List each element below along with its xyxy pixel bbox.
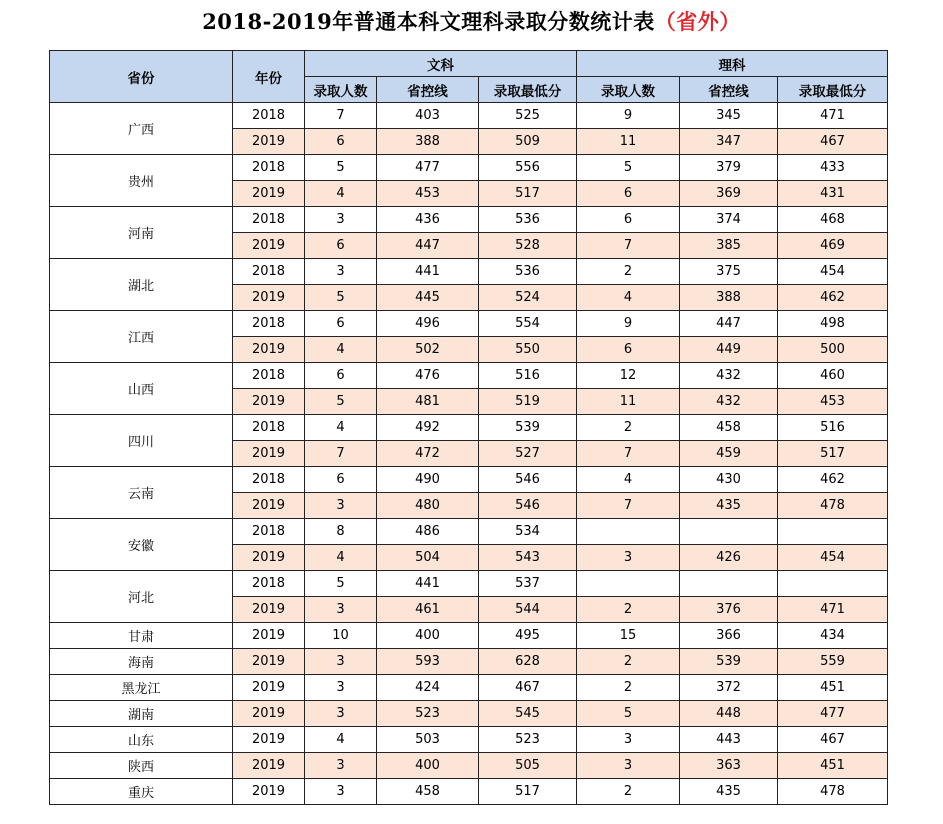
wenke-min-score-cell: 524 <box>479 285 577 311</box>
like-admitted-cell: 2 <box>577 675 680 701</box>
wenke-min-score-cell: 509 <box>479 129 577 155</box>
year-cell: 2019 <box>233 233 305 259</box>
wenke-control-line-cell: 502 <box>377 337 479 363</box>
wenke-control-line-cell: 441 <box>377 259 479 285</box>
table-row <box>50 649 888 675</box>
like-control-line-cell: 458 <box>680 415 778 441</box>
wenke-admitted-cell: 6 <box>305 311 377 337</box>
wenke-admitted-cell: 5 <box>305 285 377 311</box>
like-min-score-cell: 500 <box>778 337 888 363</box>
like-control-line-cell: 375 <box>680 259 778 285</box>
wenke-min-score-cell: 525 <box>479 103 577 129</box>
like-min-score-cell: 467 <box>778 727 888 753</box>
like-min-score-cell <box>778 571 888 597</box>
like-min-score-cell: 559 <box>778 649 888 675</box>
like-admitted-cell: 2 <box>577 779 680 805</box>
wenke-admitted-cell: 3 <box>305 493 377 519</box>
like-admitted-cell: 6 <box>577 181 680 207</box>
like-control-line-cell: 347 <box>680 129 778 155</box>
year-cell: 2018 <box>233 155 305 181</box>
year-cell: 2019 <box>233 181 305 207</box>
wenke-admitted-cell: 7 <box>305 103 377 129</box>
like-control-line-cell: 426 <box>680 545 778 571</box>
like-admitted-cell: 7 <box>577 233 680 259</box>
wenke-admitted-cell: 4 <box>305 181 377 207</box>
table-row <box>50 753 888 779</box>
wenke-admitted-cell: 10 <box>305 623 377 649</box>
like-control-line-cell: 432 <box>680 363 778 389</box>
wenke-control-line-cell: 480 <box>377 493 479 519</box>
table-row <box>50 415 888 441</box>
province-cell: 安徽 <box>50 519 233 571</box>
like-min-score-cell: 477 <box>778 701 888 727</box>
year-cell: 2019 <box>233 545 305 571</box>
like-admitted-cell <box>577 519 680 545</box>
wenke-control-line-cell: 486 <box>377 519 479 545</box>
year-cell: 2019 <box>233 337 305 363</box>
wenke-min-score-cell: 519 <box>479 389 577 415</box>
like-min-score-cell: 467 <box>778 129 888 155</box>
wenke-admitted-cell: 5 <box>305 389 377 415</box>
like-admitted-cell: 3 <box>577 545 680 571</box>
like-control-line-cell: 539 <box>680 649 778 675</box>
wenke-control-line-cell: 472 <box>377 441 479 467</box>
year-cell: 2019 <box>233 727 305 753</box>
province-cell: 山西 <box>50 363 233 415</box>
wenke-control-line-cell: 388 <box>377 129 479 155</box>
like-admitted-cell: 5 <box>577 155 680 181</box>
header-wenke-min-score: 录取最低分 <box>479 77 577 103</box>
wenke-control-line-cell: 503 <box>377 727 479 753</box>
wenke-control-line-cell: 476 <box>377 363 479 389</box>
wenke-control-line-cell: 424 <box>377 675 479 701</box>
like-control-line-cell: 435 <box>680 493 778 519</box>
like-admitted-cell <box>577 571 680 597</box>
year-cell: 2018 <box>233 571 305 597</box>
year-cell: 2018 <box>233 103 305 129</box>
year-cell: 2019 <box>233 701 305 727</box>
like-control-line-cell: 363 <box>680 753 778 779</box>
like-min-score-cell: 434 <box>778 623 888 649</box>
province-cell: 陕西 <box>50 753 233 779</box>
header-wenke: 文科 <box>305 51 577 77</box>
year-cell: 2018 <box>233 519 305 545</box>
wenke-min-score-cell: 556 <box>479 155 577 181</box>
province-cell: 云南 <box>50 467 233 519</box>
wenke-admitted-cell: 3 <box>305 649 377 675</box>
like-admitted-cell: 3 <box>577 727 680 753</box>
wenke-admitted-cell: 3 <box>305 597 377 623</box>
like-admitted-cell: 4 <box>577 285 680 311</box>
like-control-line-cell: 372 <box>680 675 778 701</box>
like-control-line-cell: 430 <box>680 467 778 493</box>
like-control-line-cell: 376 <box>680 597 778 623</box>
like-min-score-cell: 471 <box>778 597 888 623</box>
like-min-score-cell: 498 <box>778 311 888 337</box>
like-min-score-cell: 517 <box>778 441 888 467</box>
table-row <box>50 103 888 129</box>
table-row <box>50 259 888 285</box>
wenke-control-line-cell: 593 <box>377 649 479 675</box>
wenke-admitted-cell: 7 <box>305 441 377 467</box>
like-admitted-cell: 12 <box>577 363 680 389</box>
like-min-score-cell: 478 <box>778 779 888 805</box>
year-cell: 2019 <box>233 441 305 467</box>
wenke-admitted-cell: 4 <box>305 727 377 753</box>
wenke-min-score-cell: 545 <box>479 701 577 727</box>
wenke-control-line-cell: 400 <box>377 623 479 649</box>
like-control-line-cell: 379 <box>680 155 778 181</box>
wenke-min-score-cell: 523 <box>479 727 577 753</box>
like-min-score-cell: 471 <box>778 103 888 129</box>
province-cell: 海南 <box>50 649 233 675</box>
title-accent: （省外） <box>654 9 741 34</box>
wenke-admitted-cell: 5 <box>305 155 377 181</box>
header-like: 理科 <box>577 51 888 77</box>
wenke-admitted-cell: 3 <box>305 701 377 727</box>
wenke-min-score-cell: 539 <box>479 415 577 441</box>
header-like-control-line: 省控线 <box>680 77 778 103</box>
province-cell: 四川 <box>50 415 233 467</box>
province-cell: 湖北 <box>50 259 233 311</box>
wenke-admitted-cell: 3 <box>305 259 377 285</box>
like-control-line-cell: 366 <box>680 623 778 649</box>
province-cell: 河南 <box>50 207 233 259</box>
wenke-control-line-cell: 453 <box>377 181 479 207</box>
like-min-score-cell: 451 <box>778 753 888 779</box>
like-admitted-cell: 2 <box>577 649 680 675</box>
wenke-min-score-cell: 543 <box>479 545 577 571</box>
wenke-control-line-cell: 477 <box>377 155 479 181</box>
year-cell: 2019 <box>233 597 305 623</box>
wenke-min-score-cell: 505 <box>479 753 577 779</box>
wenke-min-score-cell: 554 <box>479 311 577 337</box>
year-cell: 2018 <box>233 311 305 337</box>
wenke-admitted-cell: 6 <box>305 233 377 259</box>
like-control-line-cell: 369 <box>680 181 778 207</box>
like-admitted-cell: 2 <box>577 259 680 285</box>
wenke-min-score-cell: 628 <box>479 649 577 675</box>
wenke-min-score-cell: 527 <box>479 441 577 467</box>
like-admitted-cell: 6 <box>577 337 680 363</box>
year-cell: 2019 <box>233 623 305 649</box>
year-cell: 2019 <box>233 649 305 675</box>
table-row <box>50 701 888 727</box>
wenke-min-score-cell: 517 <box>479 779 577 805</box>
like-min-score-cell: 516 <box>778 415 888 441</box>
wenke-control-line-cell: 436 <box>377 207 479 233</box>
like-control-line-cell <box>680 571 778 597</box>
title-main: 2018-2019年普通本科文理科录取分数统计表 <box>202 9 655 34</box>
like-control-line-cell: 443 <box>680 727 778 753</box>
like-admitted-cell: 9 <box>577 311 680 337</box>
table-row <box>50 623 888 649</box>
province-cell: 重庆 <box>50 779 233 805</box>
year-cell: 2019 <box>233 753 305 779</box>
like-control-line-cell: 435 <box>680 779 778 805</box>
wenke-control-line-cell: 481 <box>377 389 479 415</box>
wenke-control-line-cell: 445 <box>377 285 479 311</box>
wenke-min-score-cell: 534 <box>479 519 577 545</box>
like-control-line-cell: 385 <box>680 233 778 259</box>
like-min-score-cell <box>778 519 888 545</box>
year-cell: 2019 <box>233 779 305 805</box>
header-like-min-score: 录取最低分 <box>778 77 888 103</box>
like-control-line-cell: 448 <box>680 701 778 727</box>
year-cell: 2019 <box>233 129 305 155</box>
province-cell: 河北 <box>50 571 233 623</box>
like-min-score-cell: 454 <box>778 259 888 285</box>
table-row <box>50 363 888 389</box>
like-min-score-cell: 453 <box>778 389 888 415</box>
header-wenke-control-line: 省控线 <box>377 77 479 103</box>
like-control-line-cell: 345 <box>680 103 778 129</box>
wenke-control-line-cell: 458 <box>377 779 479 805</box>
like-admitted-cell: 7 <box>577 493 680 519</box>
year-cell: 2019 <box>233 389 305 415</box>
table-row <box>50 779 888 805</box>
wenke-admitted-cell: 6 <box>305 467 377 493</box>
wenke-admitted-cell: 8 <box>305 519 377 545</box>
province-cell: 甘肃 <box>50 623 233 649</box>
wenke-control-line-cell: 504 <box>377 545 479 571</box>
like-admitted-cell: 3 <box>577 753 680 779</box>
wenke-control-line-cell: 496 <box>377 311 479 337</box>
like-control-line-cell: 388 <box>680 285 778 311</box>
header-like-admitted: 录取人数 <box>577 77 680 103</box>
province-cell: 山东 <box>50 727 233 753</box>
like-admitted-cell: 9 <box>577 103 680 129</box>
like-control-line-cell: 432 <box>680 389 778 415</box>
year-cell: 2019 <box>233 675 305 701</box>
year-cell: 2018 <box>233 363 305 389</box>
wenke-control-line-cell: 461 <box>377 597 479 623</box>
like-min-score-cell: 433 <box>778 155 888 181</box>
wenke-admitted-cell: 3 <box>305 753 377 779</box>
table-row <box>50 311 888 337</box>
wenke-min-score-cell: 528 <box>479 233 577 259</box>
wenke-min-score-cell: 546 <box>479 467 577 493</box>
province-cell: 黑龙江 <box>50 675 233 701</box>
year-cell: 2019 <box>233 285 305 311</box>
like-admitted-cell: 4 <box>577 467 680 493</box>
page-title <box>0 6 943 38</box>
province-cell: 广西 <box>50 103 233 155</box>
table-body <box>50 103 888 805</box>
table-row <box>50 571 888 597</box>
wenke-min-score-cell: 544 <box>479 597 577 623</box>
like-admitted-cell: 6 <box>577 207 680 233</box>
like-control-line-cell: 447 <box>680 311 778 337</box>
like-min-score-cell: 460 <box>778 363 888 389</box>
like-min-score-cell: 469 <box>778 233 888 259</box>
like-control-line-cell: 374 <box>680 207 778 233</box>
wenke-control-line-cell: 400 <box>377 753 479 779</box>
wenke-control-line-cell: 441 <box>377 571 479 597</box>
like-admitted-cell: 2 <box>577 597 680 623</box>
wenke-min-score-cell: 495 <box>479 623 577 649</box>
wenke-admitted-cell: 4 <box>305 415 377 441</box>
year-cell: 2018 <box>233 467 305 493</box>
like-admitted-cell: 15 <box>577 623 680 649</box>
table-row <box>50 207 888 233</box>
table-row <box>50 727 888 753</box>
like-min-score-cell: 454 <box>778 545 888 571</box>
wenke-min-score-cell: 537 <box>479 571 577 597</box>
wenke-admitted-cell: 6 <box>305 363 377 389</box>
header-year: 年份 <box>233 51 305 103</box>
like-min-score-cell: 462 <box>778 467 888 493</box>
wenke-control-line-cell: 447 <box>377 233 479 259</box>
like-min-score-cell: 468 <box>778 207 888 233</box>
like-min-score-cell: 451 <box>778 675 888 701</box>
year-cell: 2019 <box>233 493 305 519</box>
like-min-score-cell: 478 <box>778 493 888 519</box>
wenke-admitted-cell: 5 <box>305 571 377 597</box>
wenke-admitted-cell: 4 <box>305 545 377 571</box>
like-admitted-cell: 5 <box>577 701 680 727</box>
like-admitted-cell: 7 <box>577 441 680 467</box>
header-wenke-admitted: 录取人数 <box>305 77 377 103</box>
wenke-admitted-cell: 3 <box>305 675 377 701</box>
table-row <box>50 519 888 545</box>
wenke-control-line-cell: 403 <box>377 103 479 129</box>
like-control-line-cell: 449 <box>680 337 778 363</box>
province-cell: 湖南 <box>50 701 233 727</box>
year-cell: 2018 <box>233 259 305 285</box>
wenke-min-score-cell: 546 <box>479 493 577 519</box>
year-cell: 2018 <box>233 207 305 233</box>
wenke-min-score-cell: 550 <box>479 337 577 363</box>
table-row <box>50 155 888 181</box>
wenke-control-line-cell: 492 <box>377 415 479 441</box>
year-cell: 2018 <box>233 415 305 441</box>
wenke-min-score-cell: 536 <box>479 207 577 233</box>
wenke-admitted-cell: 3 <box>305 779 377 805</box>
table-row <box>50 675 888 701</box>
wenke-control-line-cell: 490 <box>377 467 479 493</box>
table-header <box>50 51 888 103</box>
like-control-line-cell <box>680 519 778 545</box>
wenke-admitted-cell: 6 <box>305 129 377 155</box>
like-admitted-cell: 11 <box>577 129 680 155</box>
wenke-min-score-cell: 536 <box>479 259 577 285</box>
like-min-score-cell: 462 <box>778 285 888 311</box>
wenke-min-score-cell: 516 <box>479 363 577 389</box>
table-row <box>50 467 888 493</box>
like-control-line-cell: 459 <box>680 441 778 467</box>
like-admitted-cell: 11 <box>577 389 680 415</box>
wenke-admitted-cell: 3 <box>305 207 377 233</box>
like-min-score-cell: 431 <box>778 181 888 207</box>
province-cell: 贵州 <box>50 155 233 207</box>
province-cell: 江西 <box>50 311 233 363</box>
like-admitted-cell: 2 <box>577 415 680 441</box>
wenke-min-score-cell: 517 <box>479 181 577 207</box>
header-province: 省份 <box>50 51 233 103</box>
wenke-control-line-cell: 523 <box>377 701 479 727</box>
wenke-admitted-cell: 4 <box>305 337 377 363</box>
score-table <box>49 50 888 805</box>
wenke-min-score-cell: 467 <box>479 675 577 701</box>
